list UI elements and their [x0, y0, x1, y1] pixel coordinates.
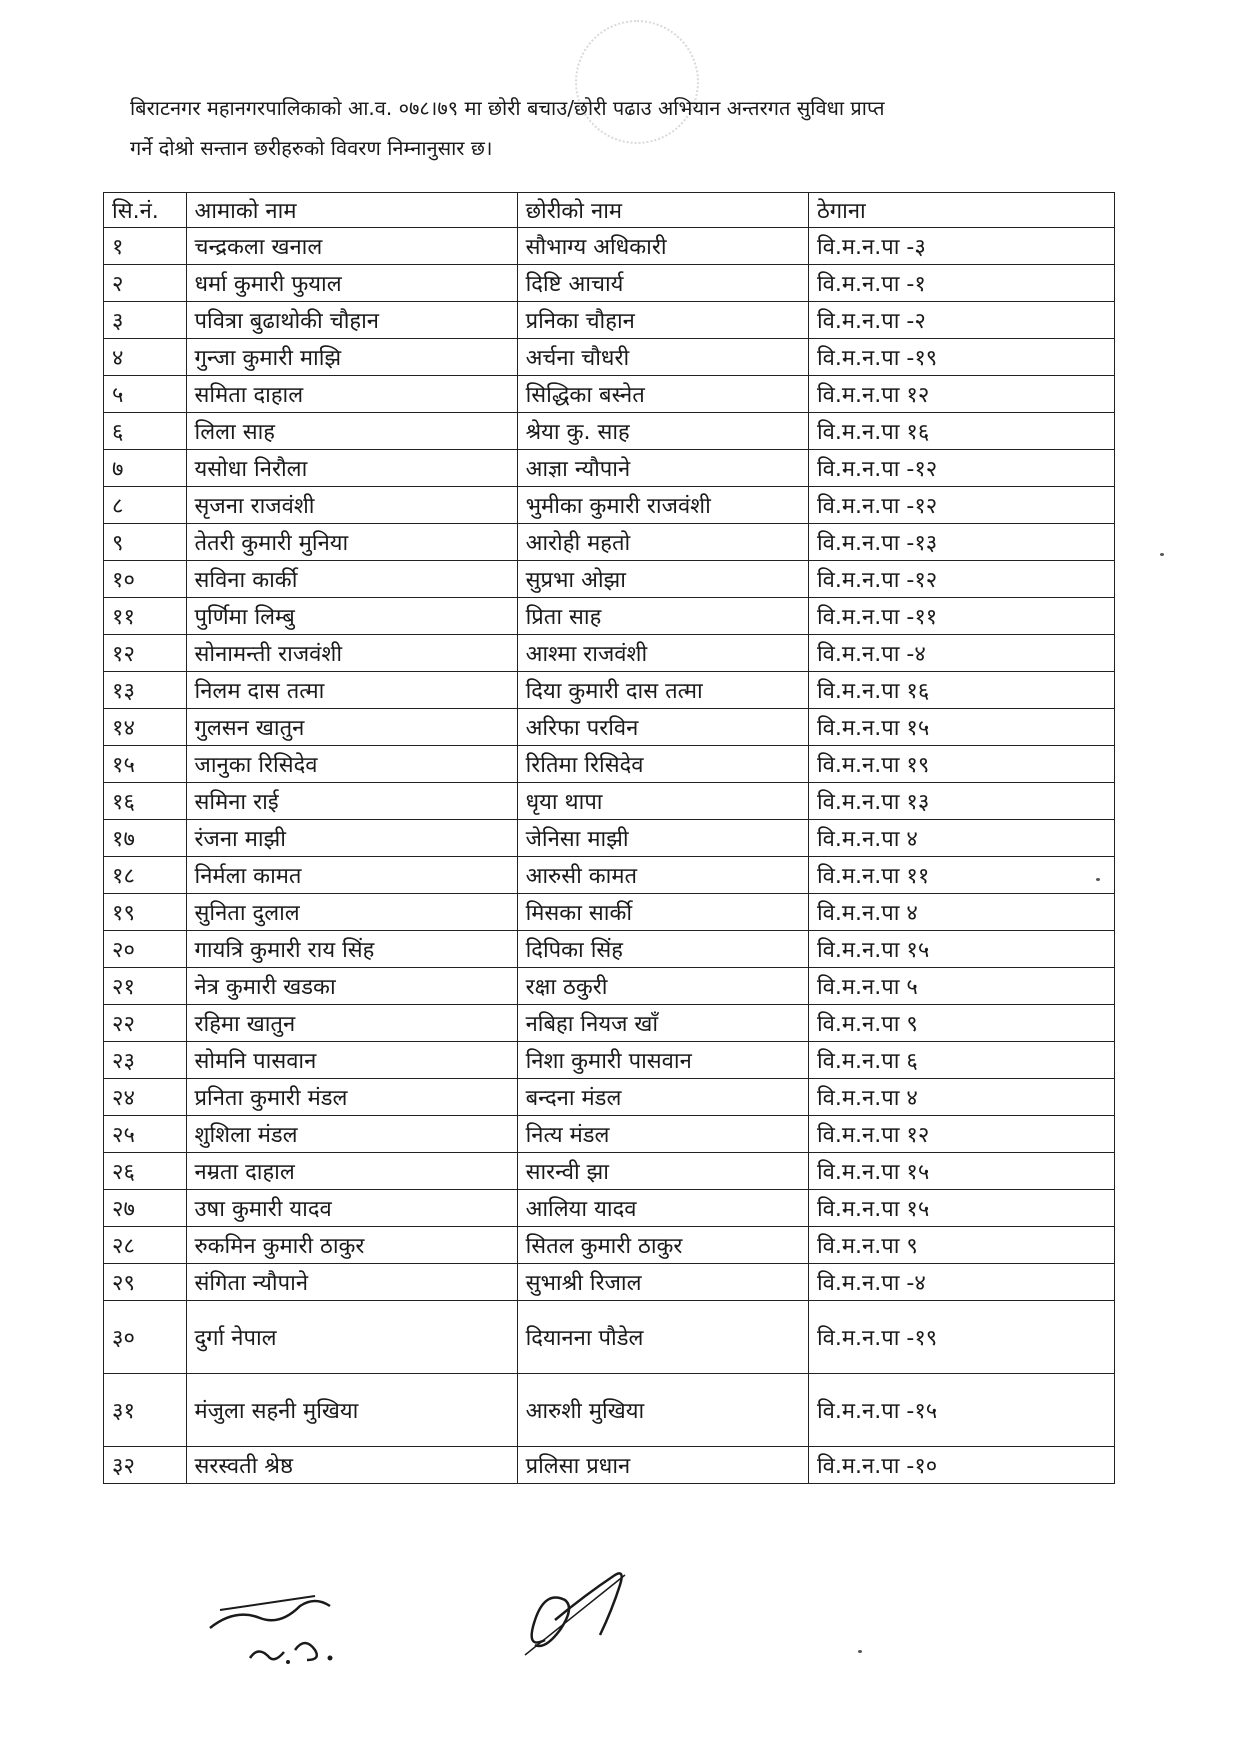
- cell-daughter-name: भुमीका कुमारी राजवंशी: [517, 487, 808, 524]
- cell-mother-name: नेत्र कुमारी खडका: [186, 968, 517, 1005]
- cell-address: वि.म.न.पा ५: [808, 968, 1114, 1005]
- cell-daughter-name: नित्य मंडल: [517, 1116, 808, 1153]
- cell-address: वि.म.न.पा -१२: [808, 561, 1114, 598]
- table-row: [104, 450, 1115, 487]
- cell-address: वि.म.न.पा -४: [808, 1264, 1114, 1301]
- cell-address: वि.म.न.पा -१२: [808, 487, 1114, 524]
- cell-address: वि.म.न.पा १९: [808, 746, 1114, 783]
- cell-serial: ७: [104, 450, 187, 487]
- table-row: [104, 709, 1115, 746]
- cell-serial: २२: [104, 1005, 187, 1042]
- cell-daughter-name: दिष्टि आचार्य: [517, 265, 808, 302]
- cell-daughter-name: आश्मा राजवंशी: [517, 635, 808, 672]
- cell-mother-name: उषा कुमारी यादव: [186, 1190, 517, 1227]
- cell-serial: २५: [104, 1116, 187, 1153]
- cell-mother-name: सोमनि पासवान: [186, 1042, 517, 1079]
- cell-mother-name: समिता दाहाल: [186, 376, 517, 413]
- table-row: [104, 487, 1115, 524]
- cell-daughter-name: आरुशी मुखिया: [517, 1374, 808, 1447]
- cell-daughter-name: रक्षा ठकुरी: [517, 968, 808, 1005]
- cell-daughter-name: नबिहा नियज खाँ: [517, 1005, 808, 1042]
- cell-mother-name: निलम दास तत्मा: [186, 672, 517, 709]
- cell-daughter-name: बन्दना मंडल: [517, 1079, 808, 1116]
- cell-address: वि.म.न.पा ६: [808, 1042, 1114, 1079]
- scan-speck: [858, 1650, 862, 1653]
- cell-serial: १२: [104, 635, 187, 672]
- table-row: [104, 1005, 1115, 1042]
- handwritten-date-signature: [200, 1588, 360, 1678]
- cell-serial: ५: [104, 376, 187, 413]
- cell-address: वि.म.न.पा ११: [808, 857, 1114, 894]
- table-row: [104, 339, 1115, 376]
- cell-daughter-name: सारन्वी झा: [517, 1153, 808, 1190]
- cell-address: वि.म.न.पा -४: [808, 635, 1114, 672]
- table-row: [104, 1079, 1115, 1116]
- cell-serial: ८: [104, 487, 187, 524]
- cell-address: वि.म.न.पा -१९: [808, 1301, 1114, 1374]
- cell-serial: २४: [104, 1079, 187, 1116]
- cell-address: वि.म.न.पा -१९: [808, 339, 1114, 376]
- scan-speck: [1096, 878, 1100, 881]
- cell-address: वि.म.न.पा -१२: [808, 450, 1114, 487]
- cell-daughter-name: प्रलिसा प्रधान: [517, 1447, 808, 1484]
- cell-address: वि.म.न.पा -३: [808, 228, 1114, 265]
- cell-address: वि.म.न.पा -११: [808, 598, 1114, 635]
- cell-mother-name: लिला साह: [186, 413, 517, 450]
- cell-daughter-name: मिसका सार्की: [517, 894, 808, 931]
- cell-daughter-name: आरुसी कामत: [517, 857, 808, 894]
- cell-address: वि.म.न.पा ९: [808, 1005, 1114, 1042]
- cell-serial: २३: [104, 1042, 187, 1079]
- cell-daughter-name: दिपिका सिंह: [517, 931, 808, 968]
- cell-mother-name: सृजना राजवंशी: [186, 487, 517, 524]
- cell-address: वि.म.न.पा ४: [808, 820, 1114, 857]
- cell-mother-name: दुर्गा नेपाल: [186, 1301, 517, 1374]
- cell-address: वि.म.न.पा १५: [808, 1190, 1114, 1227]
- table-row: [104, 376, 1115, 413]
- cell-address: वि.म.न.पा १२: [808, 1116, 1114, 1153]
- table-row: [104, 302, 1115, 339]
- cell-address: वि.म.न.पा १५: [808, 1153, 1114, 1190]
- cell-mother-name: सुनिता दुलाल: [186, 894, 517, 931]
- intro-paragraph: [130, 88, 1150, 168]
- table-row: [104, 1190, 1115, 1227]
- cell-daughter-name: अरिफा परविन: [517, 709, 808, 746]
- cell-serial: १६: [104, 783, 187, 820]
- table-row: [104, 968, 1115, 1005]
- cell-serial: १४: [104, 709, 187, 746]
- cell-daughter-name: रितिमा रिसिदेव: [517, 746, 808, 783]
- cell-mother-name: समिना राई: [186, 783, 517, 820]
- table-row: [104, 1153, 1115, 1190]
- cell-mother-name: रुकमिन कुमारी ठाकुर: [186, 1227, 517, 1264]
- cell-mother-name: गायत्रि कुमारी राय सिंह: [186, 931, 517, 968]
- table-row: [104, 1227, 1115, 1264]
- cell-address: वि.म.न.पा १३: [808, 783, 1114, 820]
- cell-serial: १९: [104, 894, 187, 931]
- table-row: [104, 1116, 1115, 1153]
- cell-serial: १५: [104, 746, 187, 783]
- cell-serial: ६: [104, 413, 187, 450]
- cell-address: वि.म.न.पा ४: [808, 1079, 1114, 1116]
- cell-serial: १७: [104, 820, 187, 857]
- cell-daughter-name: धृया थापा: [517, 783, 808, 820]
- cell-mother-name: रंजना माझी: [186, 820, 517, 857]
- cell-serial: ३०: [104, 1301, 187, 1374]
- cell-mother-name: धर्मा कुमारी फुयाल: [186, 265, 517, 302]
- cell-mother-name: यसोधा निरौला: [186, 450, 517, 487]
- cell-daughter-name: श्रेया कु. साह: [517, 413, 808, 450]
- table-row: [104, 228, 1115, 265]
- cell-mother-name: सविना कार्की: [186, 561, 517, 598]
- cell-mother-name: पवित्रा बुढाथोकी चौहान: [186, 302, 517, 339]
- cell-serial: ३१: [104, 1374, 187, 1447]
- header-daughter-name: छोरीको नाम: [517, 193, 808, 228]
- cell-mother-name: संगिता न्यौपाने: [186, 1264, 517, 1301]
- table-row: [104, 783, 1115, 820]
- cell-serial: २: [104, 265, 187, 302]
- table-row: [104, 672, 1115, 709]
- cell-mother-name: जानुका रिसिदेव: [186, 746, 517, 783]
- table-row: [104, 413, 1115, 450]
- cell-daughter-name: जेनिसा माझी: [517, 820, 808, 857]
- cell-daughter-name: निशा कुमारी पासवान: [517, 1042, 808, 1079]
- cell-mother-name: सरस्वती श्रेष्ठ: [186, 1447, 517, 1484]
- cell-daughter-name: सुप्रभा ओझा: [517, 561, 808, 598]
- cell-serial: २६: [104, 1153, 187, 1190]
- table-row: [104, 561, 1115, 598]
- cell-daughter-name: सितल कुमारी ठाकुर: [517, 1227, 808, 1264]
- table-row: [104, 635, 1115, 672]
- cell-address: वि.म.न.पा -१५: [808, 1374, 1114, 1447]
- cell-mother-name: निर्मला कामत: [186, 857, 517, 894]
- cell-address: वि.म.न.पा १२: [808, 376, 1114, 413]
- cell-serial: १: [104, 228, 187, 265]
- cell-serial: २९: [104, 1264, 187, 1301]
- scan-speck: [1160, 553, 1164, 556]
- table-row: [104, 265, 1115, 302]
- cell-serial: ३: [104, 302, 187, 339]
- cell-address: वि.म.न.पा ९: [808, 1227, 1114, 1264]
- cell-daughter-name: दियानना पौडेल: [517, 1301, 808, 1374]
- cell-mother-name: रहिमा खातुन: [186, 1005, 517, 1042]
- cell-serial: १०: [104, 561, 187, 598]
- cell-serial: १८: [104, 857, 187, 894]
- cell-daughter-name: आलिया यादव: [517, 1190, 808, 1227]
- cell-mother-name: तेतरी कुमारी मुनिया: [186, 524, 517, 561]
- cell-mother-name: गुलसन खातुन: [186, 709, 517, 746]
- cell-address: वि.म.न.पा -१: [808, 265, 1114, 302]
- cell-mother-name: पुर्णिमा लिम्बु: [186, 598, 517, 635]
- cell-daughter-name: प्रिता साह: [517, 598, 808, 635]
- cell-address: वि.म.न.पा १५: [808, 931, 1114, 968]
- table-row: [104, 1447, 1115, 1484]
- table-row: [104, 931, 1115, 968]
- table-row: [104, 857, 1115, 894]
- cell-daughter-name: अर्चना चौधरी: [517, 339, 808, 376]
- cell-daughter-name: सौभाग्य अधिकारी: [517, 228, 808, 265]
- beneficiary-table: [103, 192, 1115, 1484]
- cell-serial: २०: [104, 931, 187, 968]
- table-row: [104, 1301, 1115, 1374]
- table-row: [104, 598, 1115, 635]
- cell-serial: ११: [104, 598, 187, 635]
- cell-mother-name: मंजुला सहनी मुखिया: [186, 1374, 517, 1447]
- intro-line-1: बिराटनगर महानगरपालिकाको आ.व. ०७८।७९ मा छोरी बचाउ/छोरी पढाउ अभियान अन्तरगत सुविधा प्राप्त: [130, 96, 885, 120]
- cell-address: वि.म.न.पा १५: [808, 709, 1114, 746]
- cell-daughter-name: आज्ञा न्यौपाने: [517, 450, 808, 487]
- table-header-row: [104, 193, 1115, 228]
- cell-daughter-name: सिद्धिका बस्नेत: [517, 376, 808, 413]
- cell-serial: ३२: [104, 1447, 187, 1484]
- cell-serial: ४: [104, 339, 187, 376]
- cell-mother-name: नम्रता दाहाल: [186, 1153, 517, 1190]
- cell-address: वि.म.न.पा १६: [808, 413, 1114, 450]
- table-row: [104, 524, 1115, 561]
- cell-address: वि.म.न.पा ४: [808, 894, 1114, 931]
- handwritten-signature: [505, 1560, 645, 1670]
- cell-serial: २१: [104, 968, 187, 1005]
- cell-address: वि.म.न.पा -२: [808, 302, 1114, 339]
- table-row: [104, 1374, 1115, 1447]
- cell-mother-name: शुशिला मंडल: [186, 1116, 517, 1153]
- table-row: [104, 820, 1115, 857]
- cell-serial: २८: [104, 1227, 187, 1264]
- cell-mother-name: सोनामन्ती राजवंशी: [186, 635, 517, 672]
- header-mother-name: आमाको नाम: [186, 193, 517, 228]
- cell-serial: १३: [104, 672, 187, 709]
- intro-line-2: गर्ने दोश्रो सन्तान छरीहरुको विवरण निम्नानुसार छ।: [130, 136, 493, 160]
- cell-serial: ९: [104, 524, 187, 561]
- header-serial: सि.नं.: [104, 193, 187, 228]
- table-body: [104, 228, 1115, 1484]
- cell-address: वि.म.न.पा -१३: [808, 524, 1114, 561]
- table-row: [104, 746, 1115, 783]
- table-row: [104, 1264, 1115, 1301]
- cell-mother-name: गुन्जा कुमारी माझि: [186, 339, 517, 376]
- cell-address: वि.म.न.पा -१०: [808, 1447, 1114, 1484]
- table-row: [104, 894, 1115, 931]
- header-address: ठेगाना: [808, 193, 1114, 228]
- cell-address: वि.म.न.पा १६: [808, 672, 1114, 709]
- cell-serial: २७: [104, 1190, 187, 1227]
- cell-mother-name: प्रनिता कुमारी मंडल: [186, 1079, 517, 1116]
- cell-daughter-name: दिया कुमारी दास तत्मा: [517, 672, 808, 709]
- table-row: [104, 1042, 1115, 1079]
- cell-mother-name: चन्द्रकला खनाल: [186, 228, 517, 265]
- cell-daughter-name: सुभाश्री रिजाल: [517, 1264, 808, 1301]
- cell-daughter-name: प्रनिका चौहान: [517, 302, 808, 339]
- cell-daughter-name: आरोही महतो: [517, 524, 808, 561]
